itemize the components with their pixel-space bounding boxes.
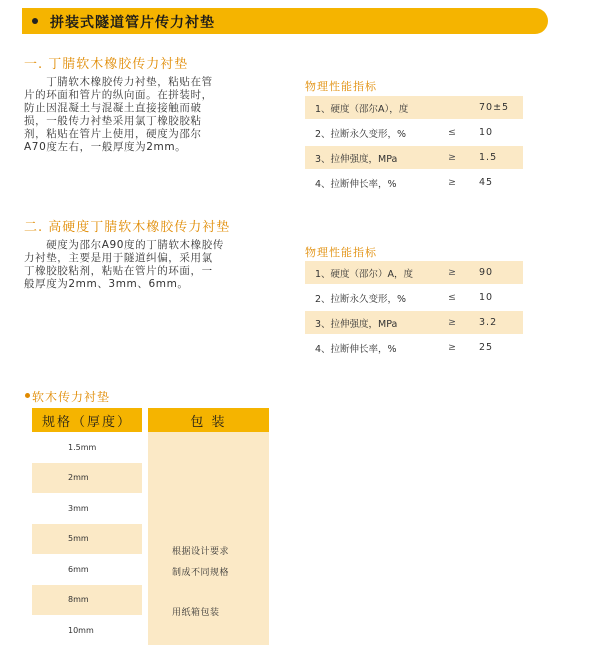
prop-operator: ≥ xyxy=(448,152,456,163)
paragraph-line: 丁橡胶胶粘剂，粘贴在管片的环面，一 xyxy=(24,265,213,277)
pack-column-header: 包 装 xyxy=(148,408,269,432)
paragraph-line: 损，一般传力衬垫采用氯丁橡胶胶粘 xyxy=(24,115,202,127)
section2-props-table xyxy=(305,261,523,361)
section2-paragraph xyxy=(24,239,282,291)
prop-name: 3、拉伸强度，MPa xyxy=(315,153,398,165)
props-row xyxy=(305,311,523,336)
prop-value: 10 xyxy=(479,292,494,303)
paragraph-line: 防止因混凝土与混凝土直接接触而破 xyxy=(24,102,202,114)
paragraph-line: 片的环面和管片的纵向面。在拼装时， xyxy=(24,89,213,101)
prop-name: 1、硬度（邵尔）A，度 xyxy=(315,268,414,280)
paragraph-line: A70度左右，一般厚度为2mm。 xyxy=(24,141,187,153)
section2-heading: 二. 高硬度丁腈软木橡胶传力衬垫 xyxy=(24,220,231,235)
paragraph-line: 般厚度为2mm、3mm、6mm。 xyxy=(24,278,189,290)
bullet-dot-icon xyxy=(32,18,38,24)
prop-operator: ≤ xyxy=(448,292,456,303)
props-row xyxy=(305,171,523,196)
spec-size-cell: 2mm xyxy=(32,463,142,494)
prop-operator: ≤ xyxy=(448,127,456,138)
prop-value: 70±5 xyxy=(479,102,510,113)
prop-operator: ≥ xyxy=(448,267,456,278)
section1-props-title: 物理性能指标 xyxy=(305,80,377,93)
prop-operator: ≥ xyxy=(448,342,456,353)
header-bar xyxy=(22,8,548,34)
section1-props-table xyxy=(305,96,523,196)
prop-name: 3、拉伸强度，MPa xyxy=(315,318,398,330)
pack-column xyxy=(148,408,269,645)
spec-size-cell: 8mm xyxy=(32,585,142,616)
paragraph-line: 硬度为邵尔A90度的丁腈软木橡胶传 xyxy=(24,239,224,251)
pack-line: 根据设计要求 xyxy=(172,547,230,557)
prop-value: 45 xyxy=(479,177,494,188)
paragraph-line: 丁腈软木橡胶传力衬垫，粘贴在管 xyxy=(24,76,213,88)
pack-line: 用纸箱包装 xyxy=(172,608,220,618)
section2-props-title: 物理性能指标 xyxy=(305,246,377,259)
props-row xyxy=(305,146,523,171)
prop-operator: ≥ xyxy=(448,177,456,188)
prop-operator: ≥ xyxy=(448,317,456,328)
pack-line: 制成不同规格 xyxy=(172,568,230,578)
props-row xyxy=(305,261,523,286)
prop-value: 1.5 xyxy=(479,152,498,163)
spec-table-title: 软木传力衬垫 xyxy=(32,390,111,404)
spec-size-cell: 10mm xyxy=(68,625,94,635)
spec-size-cell: 3mm xyxy=(68,503,89,513)
section1-paragraph xyxy=(24,76,282,154)
page-title: 拼装式隧道管片传力衬垫 xyxy=(50,15,215,31)
spec-column xyxy=(32,408,142,646)
prop-value: 90 xyxy=(479,267,494,278)
spec-size-cell: 6mm xyxy=(68,564,89,574)
paragraph-line: 力衬垫，主要是用于隧道纠偏，采用氯 xyxy=(24,252,213,264)
pack-cell xyxy=(148,432,269,645)
prop-name: 4、拉断伸长率，% xyxy=(315,343,397,355)
bullet-dot-icon xyxy=(25,393,30,398)
spec-size-cell: 1.5mm xyxy=(68,442,97,452)
prop-name: 1、硬度（邵尔A），度 xyxy=(315,103,409,115)
prop-value: 25 xyxy=(479,342,494,353)
props-row xyxy=(305,96,523,121)
prop-value: 10 xyxy=(479,127,494,138)
props-row xyxy=(305,121,523,146)
prop-name: 2、拉断永久变形，% xyxy=(315,293,407,305)
prop-value: 3.2 xyxy=(479,317,498,328)
spec-size-cell: 5mm xyxy=(32,524,142,555)
prop-name: 4、拉断伸长率，% xyxy=(315,178,397,190)
props-row xyxy=(305,336,523,361)
paragraph-line: 剂，粘贴在管片上使用，硬度为邵尔 xyxy=(24,128,202,140)
section1-heading: 一. 丁腈软木橡胶传力衬垫 xyxy=(24,57,189,72)
props-row xyxy=(305,286,523,311)
prop-name: 2、拉断永久变形，% xyxy=(315,128,407,140)
spec-column-header: 规格（厚度） xyxy=(32,408,142,432)
